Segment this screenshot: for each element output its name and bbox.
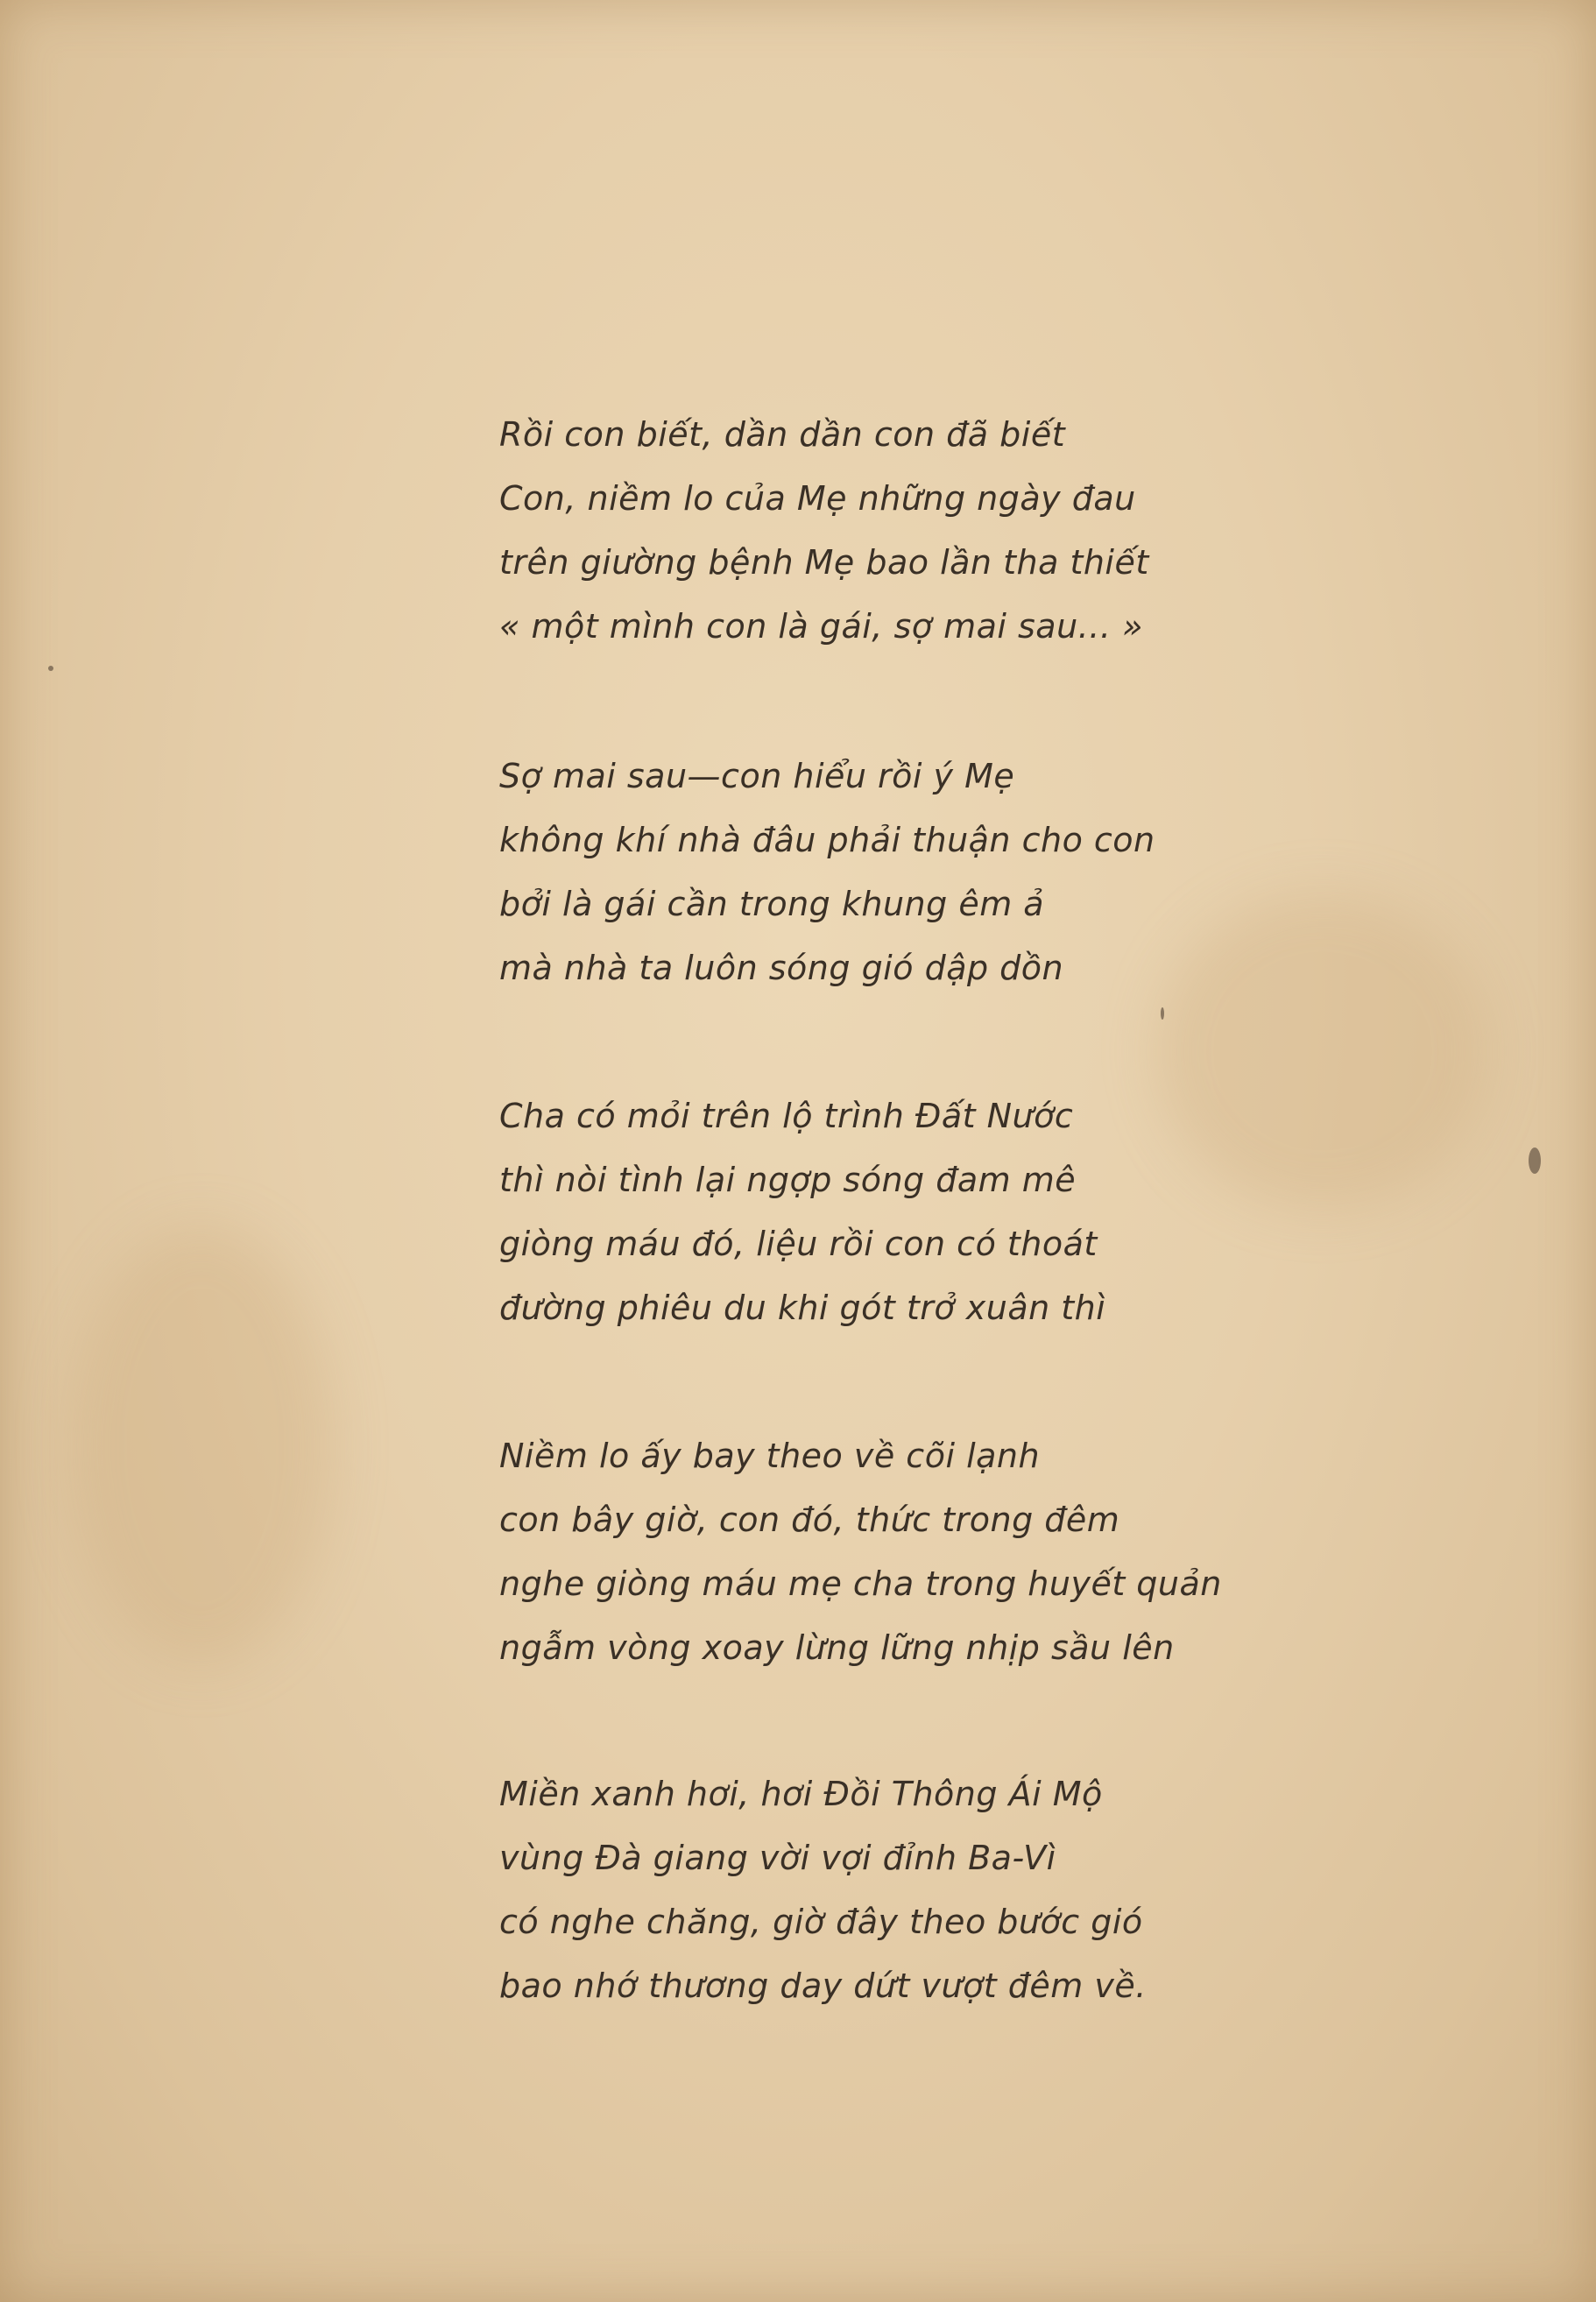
poem-line: Miền xanh hơi, hơi Đồi Thông Ái Mộ [499,1775,1103,1813]
poem-line: Cha có mỏi trên lộ trình Đất Nước [499,1097,1074,1135]
poem-line: có nghe chăng, giờ đây theo bước gió [499,1903,1143,1941]
poem-line: con bây giờ, con đó, thức trong đêm [499,1501,1120,1539]
stanza-1 [499,403,1288,659]
paper-speck [48,666,53,671]
poem-line: thì nòi tình lại ngợp sóng đam mê [499,1161,1077,1199]
stanza-2 [499,745,1288,1000]
paper-speck [1529,1147,1541,1174]
poem-line: Con, niềm lo của Mẹ những ngày đau [499,479,1136,518]
poem-line: ngẫm vòng xoay lừng lững nhịp sầu lên [499,1628,1175,1667]
poem-line: đường phiêu du khi gót trở xuân thì [499,1289,1106,1327]
poem-line: nghe giòng máu mẹ cha trong huyết quản [499,1564,1222,1603]
stanza-4 [499,1424,1288,1680]
poem-line: trên giường bệnh Mẹ bao lần tha thiết [499,543,1149,582]
poem-line: Sợ mai sau—con hiểu rồi ý Mẹ [499,757,1015,795]
poem-line: vùng Đà giang vời vợi đỉnh Ba-Vì [499,1839,1056,1877]
paper-speck [1161,1007,1164,1020]
paper-stain [70,1226,333,1664]
poem-line: « một mình con là gái, sợ mai sau... » [499,607,1143,646]
poem-line: Rồi con biết, dần dần con đã biết [499,415,1066,454]
poem-line: không khí nhà đâu phải thuận cho con [499,821,1155,859]
stanza-3 [499,1084,1288,1340]
poem-line: bao nhớ thương day dứt vượt đêm về. [499,1967,1147,2005]
stanza-5 [499,1762,1288,2018]
poem-line: bởi là gái cần trong khung êm ả [499,885,1045,923]
poem-line: mà nhà ta luôn sóng gió dập dồn [499,949,1064,987]
poem-line: Niềm lo ấy bay theo về cõi lạnh [499,1437,1041,1475]
poem-line: giòng máu đó, liệu rồi con có thoát [499,1225,1098,1263]
